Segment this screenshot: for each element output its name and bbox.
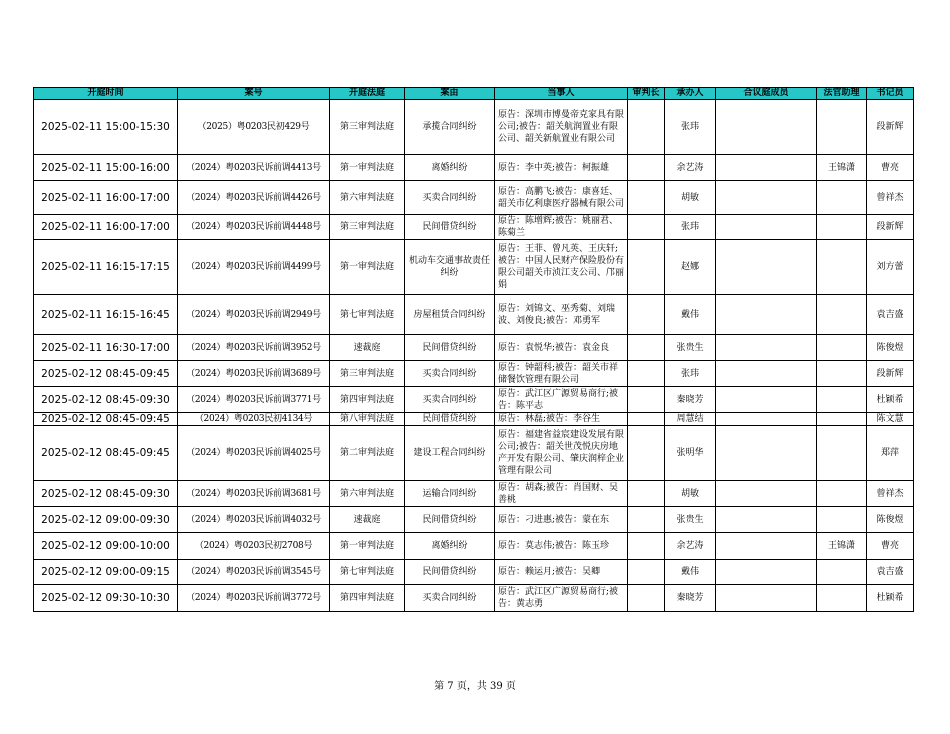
parties-cell: 原告：王菲、曾凡英、王庆轩;被告：中国人民财产保险股份有限公司韶关市浈江支公司、邝丽娟 <box>495 240 628 295</box>
presiding-judge-cell <box>628 560 665 585</box>
case-cause-cell: 承揽合同纠纷 <box>405 100 495 155</box>
case-number-cell: （2024）粤0203民诉前调4413号 <box>178 155 330 181</box>
parties-cell: 原告：陈增辉;被告：姚丽君、陈菊兰 <box>495 215 628 240</box>
judge-assistant-cell <box>817 335 867 361</box>
table-row <box>34 100 914 155</box>
courtroom-cell: 第三审判法庭 <box>330 100 405 155</box>
presiding-judge-cell <box>628 361 665 387</box>
clerk-cell: 段新辉 <box>867 100 914 155</box>
table-row <box>34 295 914 335</box>
hearing-time-cell: 2025-02-11 16:30-17:00 <box>34 335 178 361</box>
courtroom-cell: 第二审判法庭 <box>330 426 405 481</box>
case-number-cell: （2024）粤0203民诉前调3952号 <box>178 335 330 361</box>
case-number-cell: （2024）粤0203民诉前调4025号 <box>178 426 330 481</box>
presiding-judge-cell <box>628 426 665 481</box>
table-row <box>34 481 914 507</box>
handler-cell: 余艺涛 <box>665 155 716 181</box>
panel-members-cell <box>716 240 817 295</box>
judge-assistant-cell <box>817 413 867 426</box>
case-number-cell: （2024）粤0203民诉前调3545号 <box>178 560 330 585</box>
clerk-cell: 曹亮 <box>867 155 914 181</box>
panel-members-cell <box>716 215 817 240</box>
case-cause-cell: 民间借贷纠纷 <box>405 413 495 426</box>
table-row <box>34 155 914 181</box>
clerk-cell: 陈俊煜 <box>867 335 914 361</box>
table-row <box>34 361 914 387</box>
presiding-judge-cell <box>628 100 665 155</box>
hearing-time-cell: 2025-02-12 09:00-09:30 <box>34 507 178 533</box>
hearing-time-cell: 2025-02-11 16:15-16:45 <box>34 295 178 335</box>
presiding-judge-cell <box>628 295 665 335</box>
handler-cell: 张玮 <box>665 361 716 387</box>
panel-members-cell <box>716 413 817 426</box>
panel-members-cell <box>716 335 817 361</box>
judge-assistant-cell <box>817 240 867 295</box>
case-number-cell: （2024）粤0203民初2708号 <box>178 533 330 560</box>
parties-cell: 原告：高鹏飞;被告：康喜廷、韶关市亿利康医疗器械有限公司 <box>495 181 628 215</box>
table-row <box>34 387 914 413</box>
case-number-cell: （2024）粤0203民诉前调3689号 <box>178 361 330 387</box>
presiding-judge-cell <box>628 335 665 361</box>
judge-assistant-cell <box>817 560 867 585</box>
clerk-cell: 郑萍 <box>867 426 914 481</box>
judge-assistant-cell <box>817 481 867 507</box>
hearing-time-cell: 2025-02-12 08:45-09:30 <box>34 481 178 507</box>
clerk-cell: 曾祥杰 <box>867 481 914 507</box>
panel-members-cell <box>716 155 817 181</box>
courtroom-cell: 第四审判法庭 <box>330 585 405 612</box>
court-schedule-table <box>33 87 914 612</box>
judge-assistant-cell <box>817 507 867 533</box>
parties-cell: 原告：福建省益宸建设发展有限公司;被告：韶关世茂悦庆房地产开发有限公司、肇庆润梓企业管理有限公司 <box>495 426 628 481</box>
table-row <box>34 560 914 585</box>
table-row <box>34 413 914 426</box>
handler-cell: 赵娜 <box>665 240 716 295</box>
panel-members-cell <box>716 100 817 155</box>
col-header-assistant: 法官助理 <box>817 88 867 100</box>
case-cause-cell: 民间借贷纠纷 <box>405 507 495 533</box>
case-cause-cell: 离婚纠纷 <box>405 533 495 560</box>
judge-assistant-cell <box>817 215 867 240</box>
col-header-handler: 承办人 <box>665 88 716 100</box>
panel-members-cell <box>716 361 817 387</box>
presiding-judge-cell <box>628 533 665 560</box>
case-number-cell: （2024）粤0203民诉前调4032号 <box>178 507 330 533</box>
clerk-cell: 段新辉 <box>867 361 914 387</box>
case-cause-cell: 买卖合同纠纷 <box>405 361 495 387</box>
courtroom-cell: 速裁庭 <box>330 335 405 361</box>
clerk-cell: 刘方蕾 <box>867 240 914 295</box>
clerk-cell: 袁吉盛 <box>867 560 914 585</box>
case-number-cell: （2024）粤0203民诉前调2949号 <box>178 295 330 335</box>
handler-cell: 张贵生 <box>665 335 716 361</box>
presiding-judge-cell <box>628 507 665 533</box>
judge-assistant-cell <box>817 426 867 481</box>
col-header-courtroom: 开庭法庭 <box>330 88 405 100</box>
presiding-judge-cell <box>628 240 665 295</box>
panel-members-cell <box>716 181 817 215</box>
parties-cell: 原告：钟韶科;被告：韶关市祥储餐饮管理有限公司 <box>495 361 628 387</box>
hearing-time-cell: 2025-02-11 16:00-17:00 <box>34 181 178 215</box>
case-number-cell: （2024）粤0203民诉前调3772号 <box>178 585 330 612</box>
courtroom-cell: 第七审判法庭 <box>330 560 405 585</box>
panel-members-cell <box>716 481 817 507</box>
case-cause-cell: 建设工程合同纠纷 <box>405 426 495 481</box>
parties-cell: 原告：武江区广源贸易商行;被告：黄志勇 <box>495 585 628 612</box>
col-header-presiding-judge: 审判长 <box>628 88 665 100</box>
case-cause-cell: 买卖合同纠纷 <box>405 387 495 413</box>
parties-cell: 原告：武江区广源贸易商行;被告：陈平志 <box>495 387 628 413</box>
case-cause-cell: 买卖合同纠纷 <box>405 585 495 612</box>
table-row <box>34 585 914 612</box>
table-row <box>34 533 914 560</box>
hearing-time-cell: 2025-02-12 09:00-09:15 <box>34 560 178 585</box>
case-number-cell: （2024）粤0203民诉前调4448号 <box>178 215 330 240</box>
case-cause-cell: 离婚纠纷 <box>405 155 495 181</box>
judge-assistant-cell <box>817 295 867 335</box>
courtroom-cell: 第六审判法庭 <box>330 481 405 507</box>
judge-assistant-cell <box>817 181 867 215</box>
handler-cell: 秦晓芳 <box>665 585 716 612</box>
col-header-panel: 合议庭成员 <box>716 88 817 100</box>
handler-cell: 戴伟 <box>665 560 716 585</box>
col-header-clerk: 书记员 <box>867 88 914 100</box>
handler-cell: 张玮 <box>665 100 716 155</box>
clerk-cell: 曾祥杰 <box>867 181 914 215</box>
col-header-case-no: 案号 <box>178 88 330 100</box>
courtroom-cell: 速裁庭 <box>330 507 405 533</box>
handler-cell: 张明华 <box>665 426 716 481</box>
hearing-time-cell: 2025-02-11 16:00-17:00 <box>34 215 178 240</box>
case-cause-cell: 民间借贷纠纷 <box>405 560 495 585</box>
presiding-judge-cell <box>628 155 665 181</box>
panel-members-cell <box>716 560 817 585</box>
courtroom-cell: 第四审判法庭 <box>330 387 405 413</box>
hearing-time-cell: 2025-02-12 09:00-10:00 <box>34 533 178 560</box>
parties-cell: 原告：赖运月;被告：吴卿 <box>495 560 628 585</box>
parties-cell: 原告：莫志伟;被告：陈玉珍 <box>495 533 628 560</box>
hearing-time-cell: 2025-02-12 08:45-09:45 <box>34 413 178 426</box>
courtroom-cell: 第七审判法庭 <box>330 295 405 335</box>
page-footer: 第 7 页，共 39 页 <box>434 681 516 692</box>
hearing-time-cell: 2025-02-12 09:30-10:30 <box>34 585 178 612</box>
parties-cell: 原告：胡森;被告：肖国财、吴善桃 <box>495 481 628 507</box>
presiding-judge-cell <box>628 181 665 215</box>
col-header-time: 开庭时间 <box>34 88 178 100</box>
clerk-cell: 段新辉 <box>867 215 914 240</box>
handler-cell: 胡敏 <box>665 181 716 215</box>
presiding-judge-cell <box>628 215 665 240</box>
courtroom-cell: 第三审判法庭 <box>330 215 405 240</box>
clerk-cell: 曹亮 <box>867 533 914 560</box>
case-number-cell: （2024）粤0203民初4134号 <box>178 413 330 426</box>
panel-members-cell <box>716 295 817 335</box>
handler-cell: 余艺涛 <box>665 533 716 560</box>
case-number-cell: （2024）粤0203民诉前调3681号 <box>178 481 330 507</box>
judge-assistant-cell <box>817 100 867 155</box>
hearing-time-cell: 2025-02-11 15:00-15:30 <box>34 100 178 155</box>
presiding-judge-cell <box>628 413 665 426</box>
table-row <box>34 181 914 215</box>
panel-members-cell <box>716 387 817 413</box>
case-number-cell: （2025）粤0203民初429号 <box>178 100 330 155</box>
case-number-cell: （2024）粤0203民诉前调3771号 <box>178 387 330 413</box>
courtroom-cell: 第三审判法庭 <box>330 361 405 387</box>
parties-cell: 原告：刁进惠;被告：蒙在东 <box>495 507 628 533</box>
hearing-time-cell: 2025-02-11 15:00-16:00 <box>34 155 178 181</box>
parties-cell: 原告：刘锦文、巫秀菊、刘瑞波、刘俊良;被告：邓勇军 <box>495 295 628 335</box>
handler-cell: 胡敏 <box>665 481 716 507</box>
judge-assistant-cell <box>817 585 867 612</box>
clerk-cell: 杜颖希 <box>867 387 914 413</box>
presiding-judge-cell <box>628 387 665 413</box>
judge-assistant-cell: 王锦潇 <box>817 533 867 560</box>
handler-cell: 周慧结 <box>665 413 716 426</box>
parties-cell: 原告：深圳市博曼帝克家具有限公司;被告：韶关航润置业有限公司、韶关新航置业有限公司 <box>495 100 628 155</box>
handler-cell: 张玮 <box>665 215 716 240</box>
table-row <box>34 215 914 240</box>
presiding-judge-cell <box>628 585 665 612</box>
judge-assistant-cell <box>817 361 867 387</box>
parties-cell: 原告：袁悦华;被告：袁金良 <box>495 335 628 361</box>
courtroom-cell: 第一审判法庭 <box>330 240 405 295</box>
judge-assistant-cell: 王锦潇 <box>817 155 867 181</box>
case-cause-cell: 民间借贷纠纷 <box>405 215 495 240</box>
presiding-judge-cell <box>628 481 665 507</box>
courtroom-cell: 第八审判法庭 <box>330 413 405 426</box>
panel-members-cell <box>716 426 817 481</box>
hearing-time-cell: 2025-02-12 08:45-09:45 <box>34 426 178 481</box>
clerk-cell: 袁吉盛 <box>867 295 914 335</box>
col-header-parties: 当事人 <box>495 88 628 100</box>
handler-cell: 张贵生 <box>665 507 716 533</box>
hearing-time-cell: 2025-02-12 08:45-09:45 <box>34 361 178 387</box>
panel-members-cell <box>716 507 817 533</box>
panel-members-cell <box>716 585 817 612</box>
courtroom-cell: 第六审判法庭 <box>330 181 405 215</box>
table-row <box>34 426 914 481</box>
case-cause-cell: 房屋租赁合同纠纷 <box>405 295 495 335</box>
handler-cell: 秦晓芳 <box>665 387 716 413</box>
clerk-cell: 杜颖希 <box>867 585 914 612</box>
case-number-cell: （2024）粤0203民诉前调4499号 <box>178 240 330 295</box>
table-row <box>34 240 914 295</box>
table-row <box>34 335 914 361</box>
header-row <box>34 88 914 100</box>
hearing-time-cell: 2025-02-11 16:15-17:15 <box>34 240 178 295</box>
parties-cell: 原告：林磊;被告：李谷生 <box>495 413 628 426</box>
table-row <box>34 507 914 533</box>
handler-cell: 戴伟 <box>665 295 716 335</box>
judge-assistant-cell <box>817 387 867 413</box>
case-cause-cell: 机动车交通事故责任纠纷 <box>405 240 495 295</box>
hearing-time-cell: 2025-02-12 08:45-09:30 <box>34 387 178 413</box>
panel-members-cell <box>716 533 817 560</box>
clerk-cell: 陈文慧 <box>867 413 914 426</box>
case-cause-cell: 民间借贷纠纷 <box>405 335 495 361</box>
courtroom-cell: 第一审判法庭 <box>330 533 405 560</box>
clerk-cell: 陈俊煜 <box>867 507 914 533</box>
case-cause-cell: 运输合同纠纷 <box>405 481 495 507</box>
case-number-cell: （2024）粤0203民诉前调4426号 <box>178 181 330 215</box>
col-header-cause: 案由 <box>405 88 495 100</box>
courtroom-cell: 第一审判法庭 <box>330 155 405 181</box>
parties-cell: 原告：李中英;被告：柯振雄 <box>495 155 628 181</box>
case-cause-cell: 买卖合同纠纷 <box>405 181 495 215</box>
